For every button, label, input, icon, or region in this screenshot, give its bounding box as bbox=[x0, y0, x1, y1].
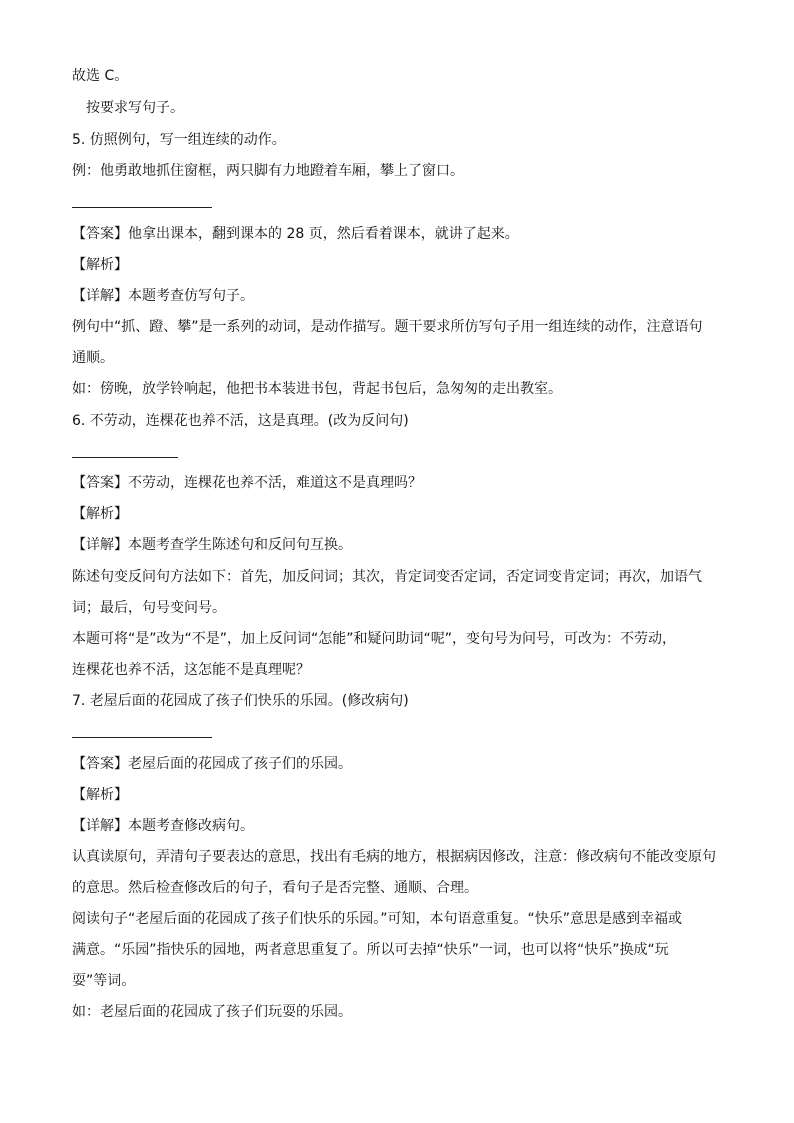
detail-5-example: 如：傍晚，放学铃响起，他把书本装进书包，背起书包后，急匆匆的走出教室。 bbox=[72, 381, 562, 397]
detail-7-text-5: 耍”等词。 bbox=[72, 973, 136, 989]
example-sentence: 例：他勇敢地抓住窗框，两只脚有力地蹬着车厢，攀上了窗口。 bbox=[72, 163, 464, 179]
detail-7-text-2: 的意思。然后检查修改后的句子，看句子是否完整、通顺、合理。 bbox=[72, 880, 478, 896]
question-5: 5. 仿照例句，写一组连续的动作。 bbox=[72, 132, 286, 148]
section-heading: 按要求写句子。 bbox=[86, 100, 184, 116]
answer-blank-line bbox=[72, 457, 178, 458]
detail-6: 【详解】本题考查学生陈述句和反问句互换。 bbox=[72, 537, 352, 553]
answer-7: 【答案】老屋后面的花园成了孩子们的乐园。 bbox=[72, 756, 352, 772]
analysis-label-7: 【解析】 bbox=[72, 787, 128, 803]
analysis-label-5: 【解析】 bbox=[72, 257, 128, 273]
answer-6: 【答案】不劳动，连棵花也养不活，难道这不是真理吗？ bbox=[72, 475, 422, 491]
detail-5: 【详解】本题考查仿写句子。 bbox=[72, 288, 254, 304]
question-6: 6. 不劳动，连棵花也养不活，这是真理。(改为反问句) bbox=[72, 413, 409, 429]
detail-6-text-1: 陈述句变反问句方法如下：首先，加反问词；其次，肯定词变否定词，否定词变肯定词；再次，加语气 bbox=[72, 569, 702, 585]
detail-5-text-1: 例句中“抓、蹬、攀”是一系列的动词，是动作描写。题干要求所仿写句子用一组连续的动作，注意语句 bbox=[72, 319, 703, 335]
detail-5-text-2: 通顺。 bbox=[72, 350, 114, 366]
question-7: 7. 老屋后面的花园成了孩子们快乐的乐园。(修改病句) bbox=[72, 693, 409, 709]
detail-7-example: 如：老屋后面的花园成了孩子们玩耍的乐园。 bbox=[72, 1004, 352, 1020]
answer-blank-line bbox=[72, 737, 212, 738]
detail-7: 【详解】本题考查修改病句。 bbox=[72, 818, 254, 834]
answer-5: 【答案】他拿出课本，翻到课本的 28 页，然后看着课本，就讲了起来。 bbox=[72, 226, 519, 242]
analysis-label-6: 【解析】 bbox=[72, 506, 128, 522]
detail-7-text-3: 阅读句子“老屋后面的花园成了孩子们快乐的乐园。”可知，本句语意重复。“快乐”意思是感到幸福或 bbox=[72, 911, 683, 927]
detail-6-text-3: 本题可将“是”改为“不是”，加上反问词“怎能”和疑问助词“呢”，变句号为问号，可改为：不劳动， bbox=[72, 631, 677, 647]
answer-choice-line: 故选 C。 bbox=[72, 68, 129, 84]
detail-7-text-1: 认真读原句，弄清句子要表达的意思，找出有毛病的地方，根据病因修改，注意：修改病句不能改变原句 bbox=[72, 849, 716, 865]
detail-7-text-4: 满意。“乐园”指快乐的园地，两者意思重复了。所以可去掉“快乐”一词，也可以将“快乐”换成“玩 bbox=[72, 942, 669, 958]
detail-6-text-4: 连棵花也养不活，这怎能不是真理呢？ bbox=[72, 662, 310, 678]
answer-blank-line bbox=[72, 207, 212, 208]
detail-6-text-2: 词；最后，句号变问号。 bbox=[72, 600, 226, 616]
